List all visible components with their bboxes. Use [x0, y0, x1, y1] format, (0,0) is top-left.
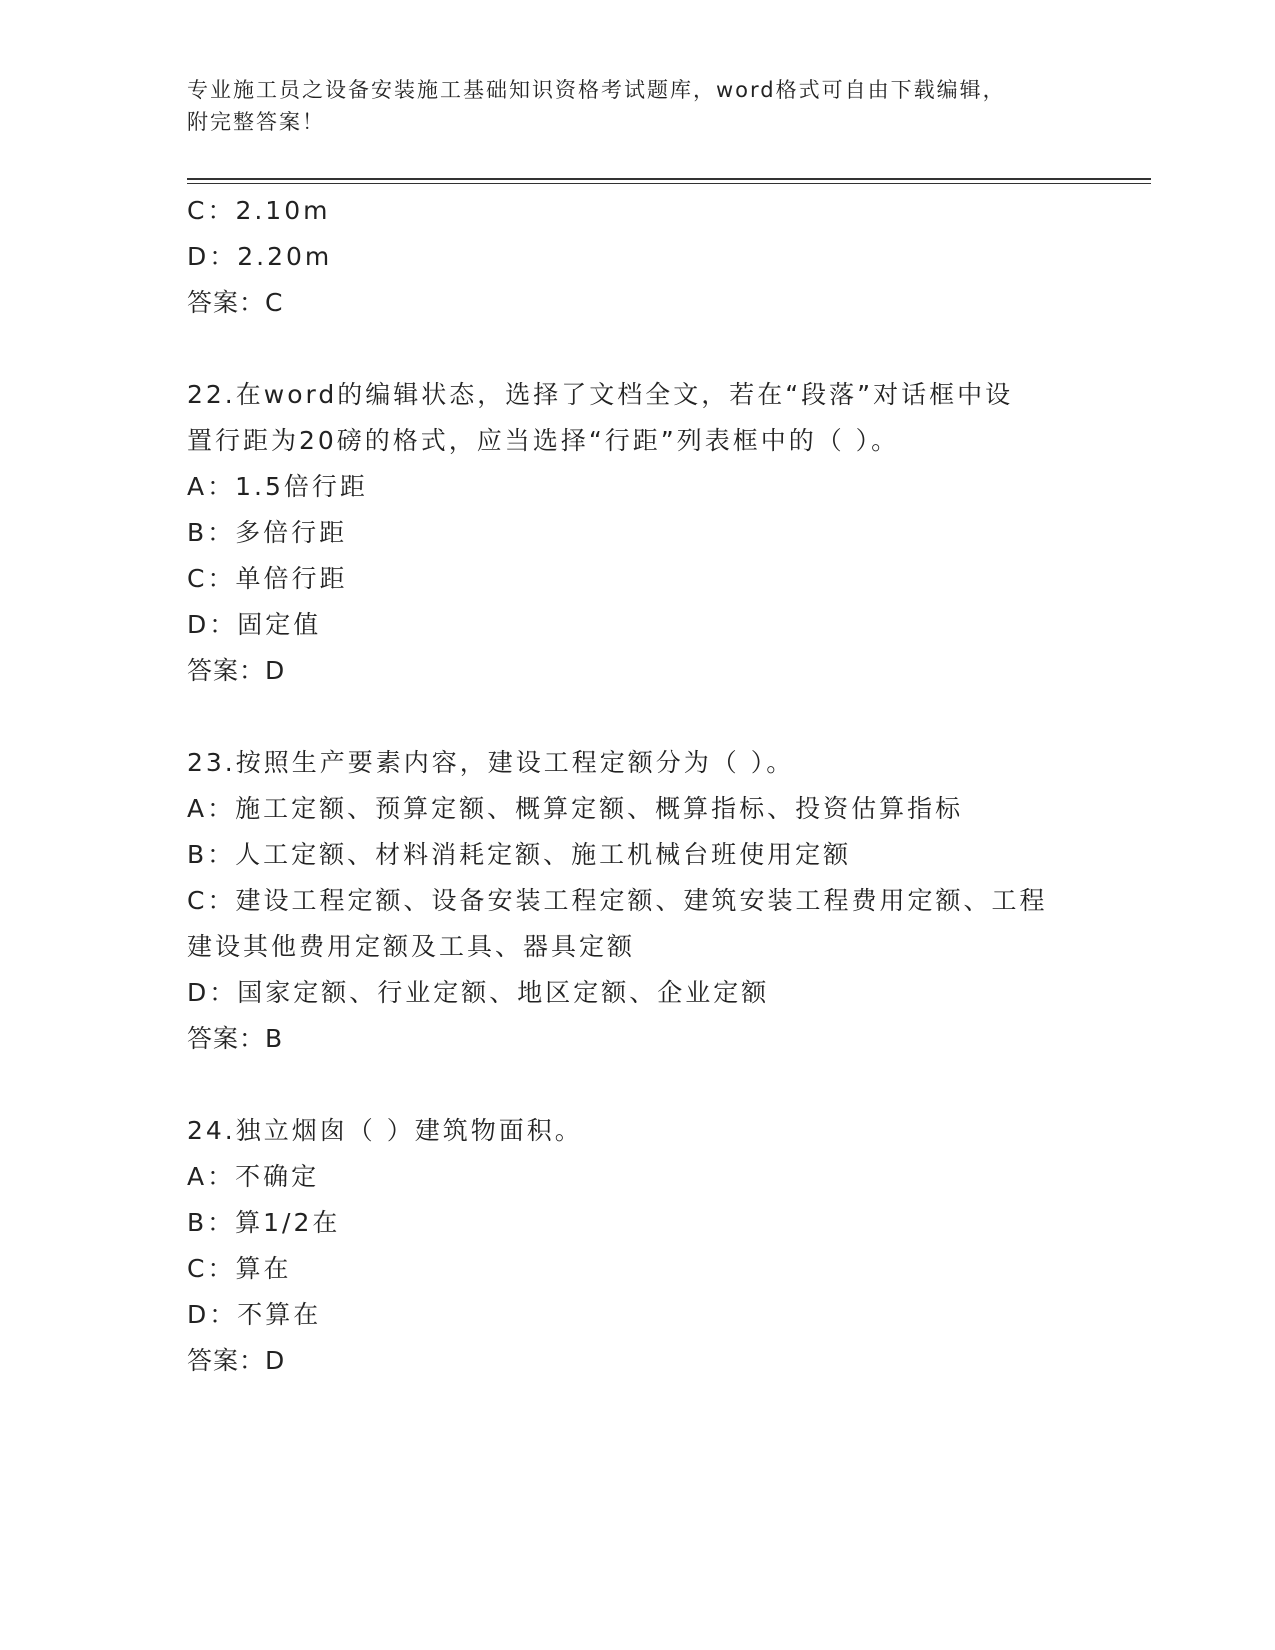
- q24-option-c: C：算在: [187, 1254, 292, 1283]
- q23-option-b: B：人工定额、材料消耗定额、施工机械台班使用定额: [187, 840, 852, 869]
- header-rule-top: [187, 178, 1151, 180]
- q22-option-c: C：单倍行距: [187, 564, 348, 593]
- q23-option-d: D：国家定额、行业定额、地区定额、企业定额: [187, 978, 770, 1007]
- question-24: [187, 1108, 1087, 1384]
- q23-option-c-line-1: C：建设工程定额、设备安装工程定额、建筑安装工程费用定额、工程: [187, 886, 1048, 915]
- q21-answer: 答案：C: [187, 288, 284, 317]
- header-rule-bottom: [187, 183, 1151, 184]
- q21-option-d: D：2.20m: [187, 242, 333, 271]
- q23-stem: 23.按照生产要素内容，建设工程定额分为（ ）。: [187, 748, 795, 777]
- q24-option-a: A：不确定: [187, 1162, 320, 1191]
- document-body: [187, 188, 1087, 1384]
- q23-option-c-line-2: 建设其他费用定额及工具、器具定额: [187, 932, 636, 961]
- q21-option-c: C：2.10m: [187, 196, 331, 225]
- q22-option-d: D：固定值: [187, 610, 322, 639]
- question-21: [187, 188, 1087, 326]
- q24-option-b: B：算1/2在: [187, 1208, 341, 1237]
- q22-option-b: B：多倍行距: [187, 518, 348, 547]
- q22-stem-line-1: 22.在word的编辑状态，选择了文档全文，若在“段落”对话框中设: [187, 380, 1014, 409]
- header-line-2: 附完整答案！: [187, 110, 325, 134]
- q22-answer: 答案：D: [187, 656, 286, 685]
- q24-stem: 24.独立烟囱（ ）建筑物面积。: [187, 1116, 583, 1145]
- q22-stem-line-2: 置行距为20磅的格式，应当选择“行距”列表框中的（ ）。: [187, 426, 900, 455]
- q23-option-a: A：施工定额、预算定额、概算定额、概算指标、投资估算指标: [187, 794, 964, 823]
- question-23: [187, 740, 1087, 1062]
- question-22: [187, 372, 1087, 694]
- header-line-1: 专业施工员之设备安装施工基础知识资格考试题库，word格式可自由下载编辑，: [187, 78, 1006, 102]
- q22-option-a: A：1.5倍行距: [187, 472, 368, 501]
- document-header: [187, 74, 1067, 138]
- q24-option-d: D：不算在: [187, 1300, 322, 1329]
- q23-answer: 答案：B: [187, 1024, 284, 1053]
- q24-answer: 答案：D: [187, 1346, 286, 1375]
